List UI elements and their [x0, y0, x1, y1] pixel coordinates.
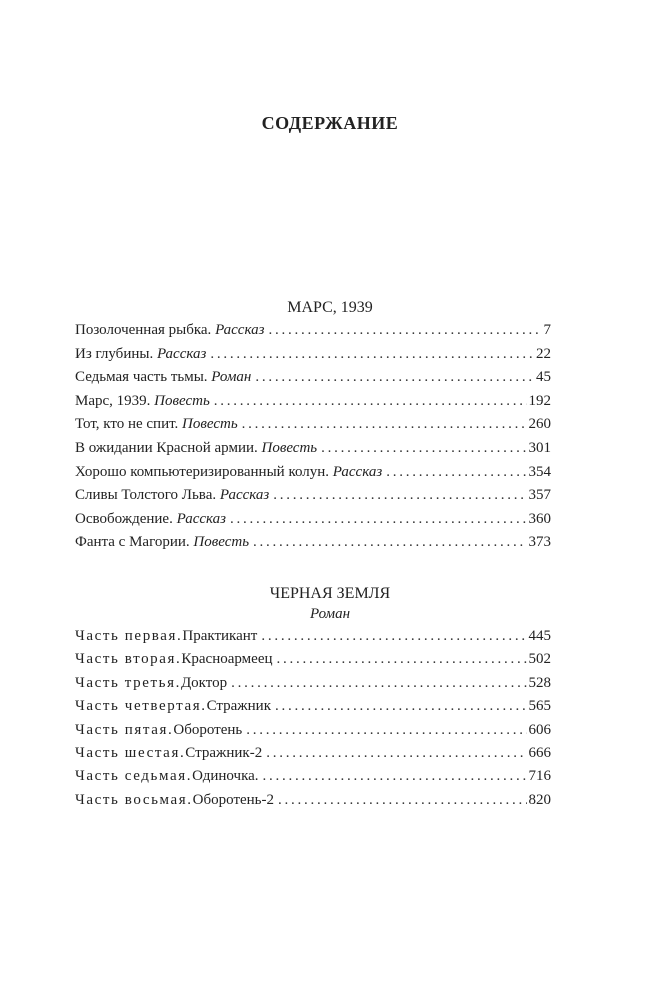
dot-leader: [255, 369, 534, 386]
entry-title: Сливы Толстого Льва.: [75, 487, 217, 504]
entry-page-number: 7: [543, 322, 551, 338]
entry-page-number: 528: [528, 674, 551, 691]
dot-leader: [246, 722, 526, 739]
dot-leader: [253, 534, 526, 551]
entry-page-number: 192: [528, 392, 551, 409]
entry-genre: Повесть: [261, 439, 318, 456]
entry-page-number: 357: [528, 487, 551, 504]
toc-list-black-earth: [75, 628, 551, 815]
entry-page-number: 45: [536, 369, 551, 386]
entry-title: Седьмая часть тьмы.: [75, 369, 208, 386]
entry-page-number: 716: [528, 768, 551, 785]
dot-leader: [386, 464, 526, 481]
entry-title: Фанта с Магории.: [75, 534, 190, 551]
dot-leader: [268, 322, 541, 339]
entry-page-number: 360: [528, 510, 551, 527]
section-heading-black-earth: ЧЕРНАЯ ЗЕМЛЯ: [269, 585, 391, 602]
entry-title: Доктор: [180, 674, 228, 691]
toc-entry[interactable]: [75, 416, 551, 440]
entry-part: Часть седьмая.: [75, 768, 193, 785]
entry-title: Одиночка.: [192, 768, 259, 785]
dot-leader: [261, 628, 526, 645]
dot-leader: [214, 393, 527, 410]
entry-genre: Рассказ: [156, 345, 207, 362]
dot-leader: [277, 651, 527, 668]
dot-leader: [321, 440, 526, 457]
entry-genre: Повесть: [154, 392, 210, 409]
entry-part: Часть восьмая.: [75, 791, 193, 808]
entry-page-number: 301: [528, 439, 551, 456]
entry-page-number: 260: [528, 416, 551, 433]
entry-title: Тот, кто не спит.: [75, 416, 179, 433]
toc-entry[interactable]: [75, 628, 551, 651]
entry-page-number: 502: [528, 651, 551, 668]
section-subheading: Роман: [309, 606, 351, 622]
dot-leader: [275, 698, 527, 715]
entry-part: Часть первая.: [75, 628, 183, 644]
toc-entry[interactable]: [75, 675, 551, 698]
toc-entry[interactable]: [75, 722, 551, 745]
toc-entry[interactable]: [75, 440, 551, 464]
section-heading-mars-1939: МАРС, 1939: [287, 299, 373, 316]
toc-entry[interactable]: [75, 511, 551, 535]
dot-leader: [242, 416, 527, 433]
entry-title: В ожидании Красной армии.: [75, 439, 258, 456]
entry-page-number: 354: [528, 463, 551, 480]
toc-entry[interactable]: [75, 534, 551, 558]
entry-part: Часть шестая.: [75, 744, 186, 761]
toc-entry[interactable]: [75, 768, 551, 791]
entry-part: Часть пятая.: [75, 721, 174, 738]
toc-entry[interactable]: [75, 369, 551, 393]
entry-genre: Рассказ: [215, 322, 265, 338]
dot-leader: [273, 487, 526, 504]
toc-entry[interactable]: [75, 698, 551, 721]
entry-title: Марс, 1939.: [75, 392, 151, 409]
entry-title: Практикант: [182, 628, 258, 644]
entry-title: Освобождение.: [75, 510, 173, 527]
entry-page-number: 445: [528, 628, 551, 644]
entry-title: Оборотень-2: [192, 791, 275, 808]
toc-entry[interactable]: [75, 745, 551, 768]
entry-part: Часть третья.: [75, 674, 181, 691]
dot-leader: [266, 745, 526, 762]
page-title: СОДЕРЖАНИЕ: [261, 113, 399, 133]
entry-page-number: 820: [528, 791, 551, 808]
toc-entry[interactable]: [75, 346, 551, 370]
entry-title: Позолоченная рыбка.: [75, 322, 212, 338]
dot-leader: [278, 792, 526, 809]
dot-leader: [231, 675, 526, 692]
entry-genre: Роман: [211, 369, 252, 386]
entry-title: Хорошо компьютеризированный колун.: [75, 463, 330, 480]
dot-leader: [210, 346, 534, 363]
entry-genre: Повесть: [182, 416, 238, 433]
entry-page-number: 22: [536, 345, 551, 362]
toc-entry[interactable]: [75, 322, 551, 346]
entry-page-number: 565: [528, 698, 551, 715]
dot-leader: [263, 768, 527, 785]
entry-title: Из глубины.: [75, 345, 154, 362]
entry-title: Стражник: [206, 698, 271, 715]
entry-genre: Повесть: [193, 534, 250, 551]
entry-title: Оборотень: [173, 721, 243, 738]
entry-genre: Рассказ: [219, 487, 270, 504]
dot-leader: [230, 511, 526, 528]
toc-entry[interactable]: [75, 792, 551, 815]
toc-entry[interactable]: [75, 464, 551, 488]
toc-entry[interactable]: [75, 651, 551, 674]
entry-genre: Рассказ: [332, 463, 383, 480]
entry-genre: Рассказ: [176, 510, 227, 527]
entry-page-number: 666: [528, 744, 551, 761]
toc-entry[interactable]: [75, 393, 551, 417]
entry-part: Часть четвертая.: [75, 698, 207, 715]
entry-part: Часть вторая.: [75, 651, 182, 668]
entry-title: Красноармеец: [181, 651, 273, 668]
entry-page-number: 373: [528, 534, 551, 551]
entry-title: Стражник-2: [185, 744, 263, 761]
toc-list-mars-1939: [75, 322, 551, 558]
entry-page-number: 606: [528, 721, 551, 738]
toc-entry[interactable]: [75, 487, 551, 511]
